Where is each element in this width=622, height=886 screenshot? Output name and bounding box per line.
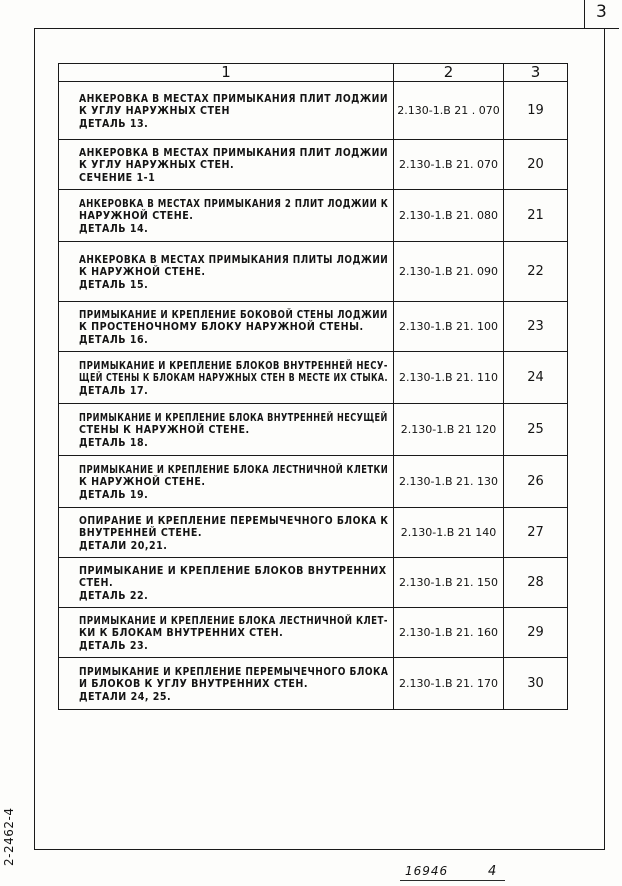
row-sheet-number: 24 — [504, 352, 568, 404]
row-title-line: АНКЕРОВКА В МЕСТАХ ПРИМЫКАНИЯ ПЛИТЫ ЛОДЖИИ — [79, 253, 389, 266]
row-document-code: 2.130-1.В 21. 130 — [394, 456, 504, 508]
row-title-line: ДЕТАЛЬ 16. — [79, 333, 149, 346]
table-row — [59, 190, 568, 242]
footer-inventory-number: 16946 — [405, 864, 449, 878]
row-title-line: ДЕТАЛЬ 17. — [79, 384, 149, 397]
table-row — [59, 558, 568, 608]
row-sheet-number: 28 — [504, 558, 568, 608]
table-row — [59, 608, 568, 658]
row-title-line: ПРИМЫКАНИЕ И КРЕПЛЕНИЕ БЛОКА ВНУТРЕННЕЙ НЕСУЩЕЙ — [79, 411, 388, 424]
row-document-code: 2.130-1.В 21. 100 — [394, 302, 504, 352]
row-document-code: 2.130-1.В 21 . 070 — [394, 82, 504, 140]
header-col-1: 1 — [59, 64, 394, 82]
row-document-code: 2.130-1.В 21 120 — [394, 404, 504, 456]
row-title-line: ДЕТАЛЬ 19. — [79, 488, 149, 501]
table-row — [59, 658, 568, 710]
row-title-line: СТЕН. — [79, 577, 114, 590]
row-title-line: ДЕТАЛЬ 13. — [79, 117, 149, 130]
row-title-line: К УГЛУ НАРУЖНЫХ СТЕН — [79, 105, 230, 118]
row-document-code: 2.130-1.В 21. 070 — [394, 140, 504, 190]
row-title-line: ПРИМЫКАНИЕ И КРЕПЛЕНИЕ БЛОКА ЛЕСТНИЧНОЙ КЛЕТ- — [79, 614, 388, 627]
document-index-table — [58, 63, 568, 710]
row-title-line: ДЕТАЛЬ 18. — [79, 436, 149, 449]
row-title — [59, 558, 394, 608]
row-title — [59, 140, 394, 190]
table-row — [59, 352, 568, 404]
row-title-line: К НАРУЖНОЙ СТЕНЕ. — [79, 266, 206, 279]
footer-underline — [400, 880, 505, 881]
row-sheet-number: 27 — [504, 508, 568, 558]
row-document-code: 2.130-1.В 21. 110 — [394, 352, 504, 404]
row-title-line: ОПИРАНИЕ И КРЕПЛЕНИЕ ПЕРЕМЫЧЕЧНОГО БЛОКА К — [79, 514, 389, 527]
table-row — [59, 456, 568, 508]
row-title-line: СЕЧЕНИЕ 1-1 — [79, 171, 156, 184]
row-title-line: ДЕТАЛЬ 23. — [79, 639, 149, 652]
table-row — [59, 508, 568, 558]
row-sheet-number: 30 — [504, 658, 568, 710]
row-title-line: К ПРОСТЕНОЧНОМУ БЛОКУ НАРУЖНОЙ СТЕНЫ. — [79, 321, 364, 334]
row-title — [59, 242, 394, 302]
side-archive-code: 2-2462-4 — [2, 807, 16, 866]
row-sheet-number: 21 — [504, 190, 568, 242]
row-title-line: К УГЛУ НАРУЖНЫХ СТЕН. — [79, 159, 235, 172]
row-title — [59, 190, 394, 242]
footer-sheet-number: 4 — [488, 864, 497, 879]
row-title — [59, 302, 394, 352]
page-number: 3 — [596, 2, 607, 22]
row-title-line: ЩЕЙ СТЕНЫ К БЛОКАМ НАРУЖНЫХ СТЕН В МЕСТЕ ИХ СТЫКА. — [79, 372, 388, 385]
row-title-line: ПРИМЫКАНИЕ И КРЕПЛЕНИЕ ПЕРЕМЫЧЕЧНОГО БЛОКА — [79, 665, 389, 678]
row-title-line: ПРИМЫКАНИЕ И КРЕПЛЕНИЕ БОКОВОЙ СТЕНЫ ЛОДЖИИ — [79, 308, 388, 321]
row-document-code: 2.130-1.В 21. 090 — [394, 242, 504, 302]
row-sheet-number: 25 — [504, 404, 568, 456]
row-title — [59, 658, 394, 710]
row-title-line: И БЛОКОВ К УГЛУ ВНУТРЕННИХ СТЕН. — [79, 678, 308, 691]
row-sheet-number: 26 — [504, 456, 568, 508]
row-sheet-number: 20 — [504, 140, 568, 190]
row-document-code: 2.130-1.В 21. 150 — [394, 558, 504, 608]
row-document-code: 2.130-1.В 21. 170 — [394, 658, 504, 710]
row-title-line: КИ К БЛОКАМ ВНУТРЕННИХ СТЕН. — [79, 627, 284, 640]
row-title-line: ВНУТРЕННЕЙ СТЕНЕ. — [79, 527, 202, 540]
table-row — [59, 82, 568, 140]
row-title-line: ПРИМЫКАНИЕ И КРЕПЛЕНИЕ БЛОКОВ ВНУТРЕННЕЙ НЕСУ- — [79, 359, 388, 372]
table-row — [59, 404, 568, 456]
header-col-3: 3 — [504, 64, 568, 82]
row-sheet-number: 23 — [504, 302, 568, 352]
row-document-code: 2.130-1.В 21. 080 — [394, 190, 504, 242]
row-title-line: ПРИМЫКАНИЕ И КРЕПЛЕНИЕ БЛОКА ЛЕСТНИЧНОЙ КЛЕТКИ — [79, 463, 389, 476]
row-title — [59, 508, 394, 558]
header-col-2: 2 — [394, 64, 504, 82]
row-document-code: 2.130-1.В 21. 160 — [394, 608, 504, 658]
row-title — [59, 352, 394, 404]
row-title-line: ДЕТАЛИ 24, 25. — [79, 690, 172, 703]
row-title — [59, 456, 394, 508]
row-title-line: АНКЕРОВКА В МЕСТАХ ПРИМЫКАНИЯ ПЛИТ ЛОДЖИИ — [79, 146, 389, 159]
table-row — [59, 140, 568, 190]
row-title-line: НАРУЖНОЙ СТЕНЕ. — [79, 210, 194, 223]
row-title — [59, 82, 394, 140]
row-title-line: ДЕТАЛЬ 22. — [79, 589, 149, 602]
row-title-line: ПРИМЫКАНИЕ И КРЕПЛЕНИЕ БЛОКОВ ВНУТРЕННИХ — [79, 564, 387, 577]
table-header-row — [59, 64, 568, 82]
row-document-code: 2.130-1.В 21 140 — [394, 508, 504, 558]
row-title-line: ДЕТАЛЬ 15. — [79, 278, 149, 291]
table-row — [59, 302, 568, 352]
row-sheet-number: 29 — [504, 608, 568, 658]
table-row — [59, 242, 568, 302]
row-title — [59, 404, 394, 456]
row-title-line: ДЕТАЛИ 20,21. — [79, 539, 168, 552]
row-sheet-number: 22 — [504, 242, 568, 302]
row-title-line: АНКЕРОВКА В МЕСТАХ ПРИМЫКАНИЯ 2 ПЛИТ ЛОДЖИИ К — [79, 197, 389, 210]
row-title-line: ДЕТАЛЬ 14. — [79, 222, 149, 235]
row-title-line: К НАРУЖНОЙ СТЕНЕ. — [79, 476, 206, 489]
row-sheet-number: 19 — [504, 82, 568, 140]
row-title-line: АНКЕРОВКА В МЕСТАХ ПРИМЫКАНИЯ ПЛИТ ЛОДЖИИ — [79, 92, 389, 105]
row-title-line: СТЕНЫ К НАРУЖНОЙ СТЕНЕ. — [79, 424, 250, 437]
row-title — [59, 608, 394, 658]
